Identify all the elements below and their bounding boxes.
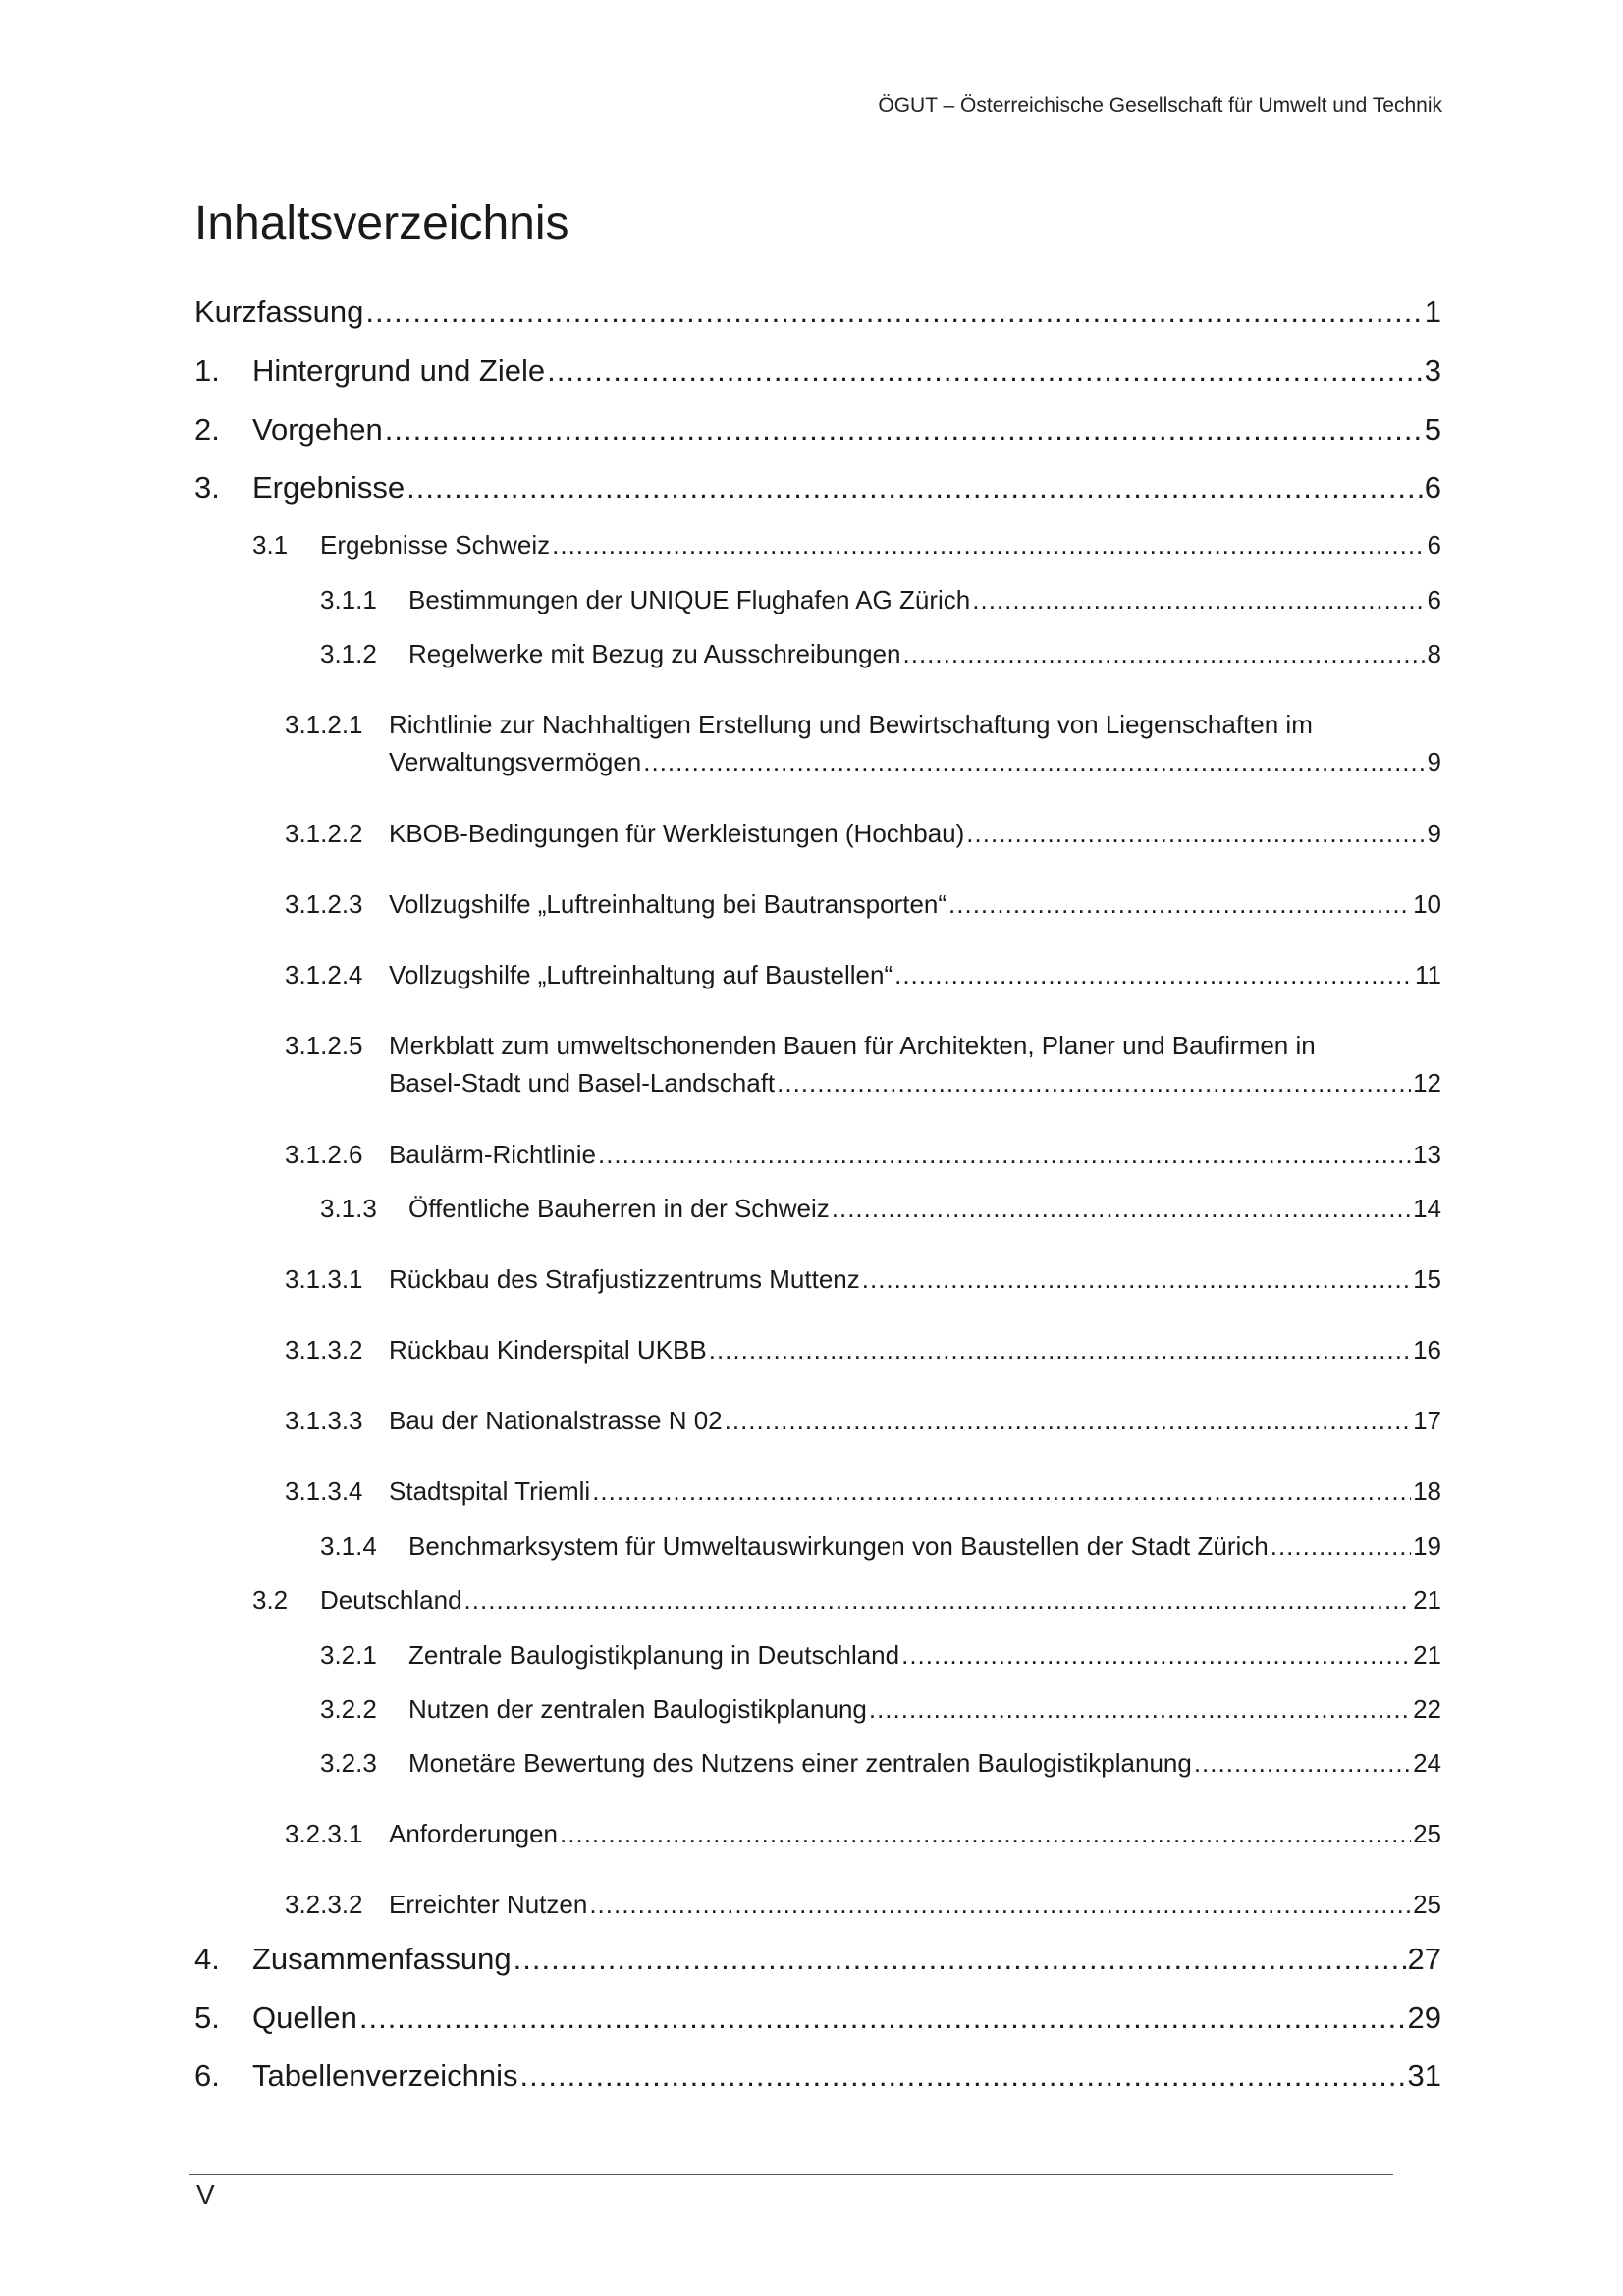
toc-leader [464,1585,1412,1616]
toc-entry-number: 3.2.3.2 [285,1890,363,1919]
toc-entry-text: Vorgehen [252,412,383,447]
toc-entry-5[interactable] [194,2001,1441,2036]
toc-leader [832,1194,1411,1224]
toc-leader [359,2001,1406,2036]
toc-entry-number: 3.1.2.3 [285,889,363,919]
toc-entry-2[interactable] [194,412,1441,448]
toc-entry-number: 3.2 [252,1585,289,1615]
toc-entry-text-continued: Basel-Stadt und Basel-Landschaft [389,1068,776,1097]
toc-leader [709,1335,1411,1365]
toc-page-number: 25 [1413,1890,1441,1919]
toc-entry-number: 3.1.1 [320,585,377,614]
toc-page-number: 12 [1413,1068,1441,1097]
toc-leader [560,1819,1411,1849]
toc-leader [592,1476,1411,1507]
toc-page-number: 27 [1407,1942,1441,1976]
toc-entry-3-1-1[interactable] [320,585,1441,615]
toc-entry-text: Merkblatt zum umweltschonenden Bauen für Architekten, Planer und Baufirmen in [389,1031,1316,1060]
toc-entry-3-1-2-4[interactable] [285,960,1441,990]
toc-page-number: 9 [1427,747,1441,776]
toc-entry-number: 5. [194,2001,220,2035]
toc-entry-number: 3.1.2 [320,639,377,668]
toc-entry-text: Baulärm-Richtlinie [389,1140,596,1169]
toc-leader [869,1694,1411,1725]
toc-page-number: 14 [1413,1194,1441,1223]
page-title: Inhaltsverzeichnis [194,197,569,249]
toc-entry-number: 4. [194,1942,220,1976]
toc-entry-3-1-3-1[interactable] [285,1264,1441,1295]
toc-entry-3-1-3-4[interactable] [285,1476,1441,1507]
toc-leader [514,1942,1406,1977]
toc-leader [589,1890,1411,1920]
toc-leader [777,1068,1411,1098]
toc-page-number: 16 [1413,1335,1441,1364]
toc-entry-text: Nutzen der zentralen Baulogistikplanung [408,1694,867,1724]
toc-entry-number: 3.2.3 [320,1748,377,1778]
toc-entry-text: Bestimmungen der UNIQUE Flughafen AG Zürich [408,585,971,614]
toc-entry-3-1-2-2[interactable] [285,819,1441,849]
toc-page-number: 21 [1413,1585,1441,1615]
toc-entry-text: Anforderungen [389,1819,559,1848]
toc-entry-text: Kurzfassung [194,294,364,329]
toc-entry-3-2-3-2[interactable] [285,1890,1441,1920]
toc-entry-3-1-3[interactable] [320,1194,1441,1224]
toc-entry-number: 3.1.2.1 [285,710,363,739]
toc-entry-3-2-3[interactable] [320,1748,1441,1779]
toc-entry-text: KBOB-Bedingungen für Werkleistungen (Hochbau) [389,819,965,848]
toc-entry-text: Deutschland [320,1585,462,1615]
toc-leader [894,960,1413,990]
toc-page-number: 6 [1427,585,1441,614]
toc-entry-text: Stadtspital Triemli [389,1476,591,1506]
toc-page-number: 6 [1424,470,1441,505]
toc-entry-3-1-3-2[interactable] [285,1335,1441,1365]
toc-entry-3-1-2-1[interactable] [285,710,1441,777]
toc-entry-3[interactable] [194,470,1441,506]
toc-page-number: 31 [1407,2058,1441,2093]
toc-entry-6[interactable] [194,2058,1441,2094]
toc-entry-number: 3.2.1 [320,1640,377,1670]
toc-entry-number: 3.1.3.2 [285,1335,363,1364]
toc-entry-text: Benchmarksystem für Umweltauswirkungen von Baustellen der Stadt Zürich [408,1531,1269,1561]
toc-entry-text: Erreichter Nutzen [389,1890,588,1919]
toc-entry-3-1-2[interactable] [320,639,1441,669]
toc-page-number: 5 [1424,412,1441,447]
toc-entry-text: Regelwerke mit Bezug zu Ausschreibungen [408,639,901,668]
toc-entry-number: 3.1 [252,530,289,560]
toc-entry-text: Zentrale Baulogistikplanung in Deutschland [408,1640,900,1670]
toc-leader [862,1264,1411,1295]
toc-page-number: 29 [1407,2001,1441,2035]
toc-entry-3-2[interactable] [252,1585,1441,1616]
toc-page-number: 9 [1427,819,1441,848]
toc-entry-number: 3.1.2.4 [285,960,363,989]
toc-entry-number: 3.2.2 [320,1694,377,1724]
toc-leader [643,747,1425,777]
toc-entry-text: Ergebnisse Schweiz [320,530,551,560]
toc-entry-text: Monetäre Bewertung des Nutzens einer zentralen Baulogistikplanung [408,1748,1192,1778]
toc-entry-number: 3.1.2.6 [285,1140,363,1169]
toc-entry-number: 3. [194,470,220,505]
toc-page-number: 22 [1413,1694,1441,1724]
toc-page-number: 25 [1413,1819,1441,1848]
toc-leader [547,353,1423,389]
toc-page-number: 11 [1415,960,1441,989]
toc-leader [406,470,1423,506]
footer-page-number: V [196,2179,215,2210]
toc-entry-3-2-3-1[interactable] [285,1819,1441,1849]
toc-entry-3-1-3-3[interactable] [285,1406,1441,1436]
toc-page-number: 18 [1413,1476,1441,1506]
toc-entry-number: 1. [194,353,220,388]
toc-entry-text: Zusammenfassung [252,1942,512,1976]
toc-entry-text: Öffentliche Bauherren in der Schweiz [408,1194,830,1223]
toc-leader [966,819,1425,849]
toc-entry-text: Richtlinie zur Nachhaltigen Erstellung und Bewirtschaftung von Liegenschaften im [389,710,1313,739]
toc-page-number: 15 [1413,1264,1441,1294]
toc-page-number: 13 [1413,1140,1441,1169]
toc-entry-number: 3.1.2.5 [285,1031,363,1060]
toc-entry-text: Vollzugshilfe „Luftreinhaltung bei Bautransporten“ [389,889,947,919]
toc-leader [725,1406,1411,1436]
toc-entry-text-continued: Verwaltungsvermögen [389,747,642,776]
toc-leader [385,412,1423,448]
toc-entry-text: Rückbau des Strafjustizzentrums Muttenz [389,1264,860,1294]
toc-entry-4[interactable] [194,1942,1441,1977]
toc-entry-number: 3.1.3 [320,1194,377,1223]
toc-entry-text: Quellen [252,2001,357,2035]
toc-entry-number: 3.1.3.1 [285,1264,363,1294]
toc-leader [903,639,1426,669]
toc-page-number: 10 [1413,889,1441,919]
toc-entry-text: Ergebnisse [252,470,406,505]
toc-leader [1194,1748,1411,1779]
toc-entry-3-2-2[interactable] [320,1694,1441,1725]
toc-page-number: 8 [1427,639,1441,668]
toc-entry-number: 3.1.4 [320,1531,377,1561]
toc-leader [1271,1531,1411,1562]
toc-page-number: 24 [1413,1748,1441,1778]
toc-leader [598,1140,1411,1170]
page-header: ÖGUT – Österreichische Gesellschaft für Umwelt und Technik [878,94,1442,117]
toc-entry-text: Rückbau Kinderspital UKBB [389,1335,707,1364]
toc-entry-3-1-4[interactable] [320,1531,1441,1562]
toc-entry-number: 3.1.3.3 [285,1406,363,1435]
toc-leader [901,1640,1411,1671]
toc-leader [365,294,1422,330]
toc-entry-text: Hintergrund und Ziele [252,353,546,388]
toc-page-number: 6 [1427,530,1441,560]
toc-entry-3-1-2-5[interactable] [285,1031,1441,1098]
toc-page-number: 1 [1424,294,1441,329]
footer-rule [189,2174,1393,2175]
toc-entry-3-1-2-3[interactable] [285,889,1441,920]
toc-leader [552,530,1425,561]
toc-entry-number: 2. [194,412,220,447]
toc-entry-3-1-2-6[interactable] [285,1140,1441,1170]
toc-entry-number: 3.2.3.1 [285,1819,363,1848]
toc-entry-text: Tabellenverzeichnis [252,2058,518,2093]
toc-entry-text: Bau der Nationalstrasse N 02 [389,1406,723,1435]
toc-page-number: 17 [1413,1406,1441,1435]
toc-entry-text: Vollzugshilfe „Luftreinhaltung auf Baustellen“ [389,960,893,989]
toc-entry-number: 3.1.3.4 [285,1476,363,1506]
toc-entry-3-1[interactable] [252,530,1441,561]
toc-page-number: 19 [1413,1531,1441,1561]
toc-entry-3-2-1[interactable] [320,1640,1441,1671]
toc-leader [948,889,1411,920]
toc-entry-kurzfassung[interactable] [194,294,1441,330]
toc-page-number: 21 [1413,1640,1441,1670]
toc-entry-number: 3.1.2.2 [285,819,363,848]
toc-page-number: 3 [1424,353,1441,388]
toc-leader [520,2058,1406,2094]
toc-leader [972,585,1425,615]
toc-entry-number: 6. [194,2058,220,2093]
toc-entry-1[interactable] [194,353,1441,389]
